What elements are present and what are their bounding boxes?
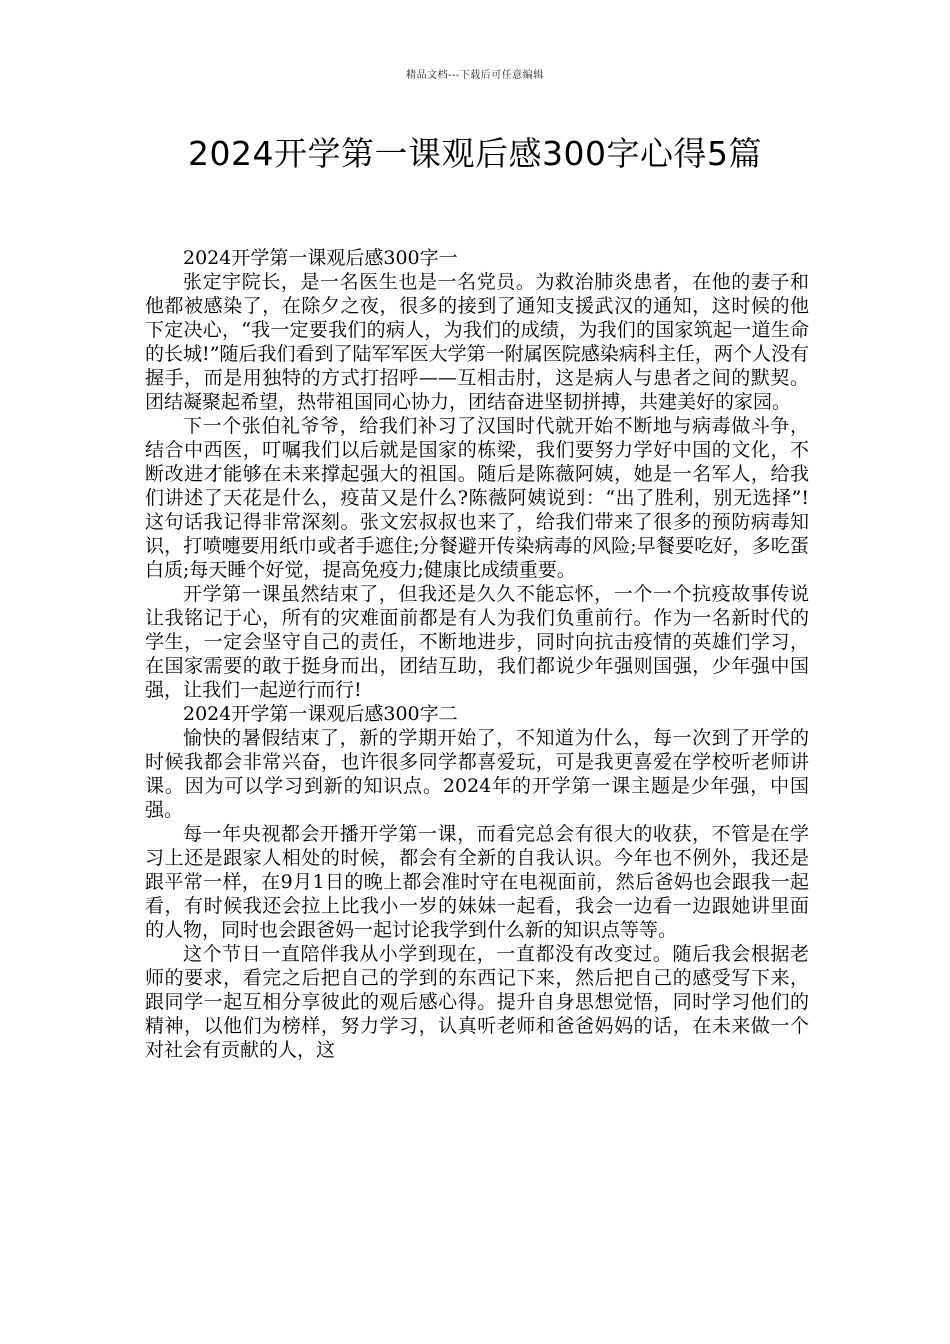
body-paragraph: 开学第一课虽然结束了，但我还是久久不能忘怀，一个一个抗疫故事传说让我铭记于心，所有的灾难面前都是有人为我们负重前行。作为一名新时代的学生，一定会坚守自己的责任，不断地进步，同时向抗击疫情的英雄们学习，在国家需要的敢于挺身而出，团结互助，我们都说少年强则国强，少年强中国强，让我们一起逆行而行! — [145, 583, 809, 701]
body-paragraph: 愉快的暑假结束了，新的学期开始了，不知道为什么，每一次到了开学的时候我都会非常兴奋，也许很多同学都喜爱玩，可是我更喜爱在学校听老师讲课。因为可以学习到新的知识点。2024年的开学第一课主题是少年强，中国强。 — [145, 727, 809, 821]
section-heading-2: 2024开学第一课观后感300字二 — [183, 703, 458, 725]
document-title: 2024开学第一课观后感300字心得5篇 — [188, 134, 762, 173]
section-heading-1: 2024开学第一课观后感300字一 — [183, 247, 458, 269]
body-paragraph: 这个节日一直陪伴我从小学到现在，一直都没有改变过。随后我会根据老师的要求，看完之后把自己的学到的东西记下来，然后把自己的感受写下来，跟同学一起互相分享彼此的观后感心得。提升自身思想觉悟，同时学习他们的精神，以他们为榜样，努力学习，认真听老师和爸爸妈妈的话，在未来做一个对社会有贡献的人，这 — [145, 943, 809, 1061]
body-paragraph: 下一个张伯礼爷爷，给我们补习了汉国时代就开始不断地与病毒做斗争，结合中西医，叮嘱我们以后就是国家的栋梁，我们要努力学好中国的文化，不断改进才能够在未来撑起强大的祖国。随后是陈薇阿姨，她是一名军人，给我们讲述了天花是什么，疫苗又是什么?陈薇阿姨说到：“出了胜利，别无选择”!这句话我记得非常深刻。张文宏叔叔也来了，给我们带来了很多的预防病毒知识，打喷嚏要用纸巾或者手遮住;分餐避开传染病毒的风险;早餐要吃好，多吃蛋白质;每天睡个好觉，提高免疫力;健康比成绩重要。 — [145, 415, 809, 581]
document-body — [145, 246, 809, 1062]
body-paragraph: 每一年央视都会开播开学第一课，而看完总会有很大的收获，不管是在学习上还是跟家人相处的时候，都会有全新的自我认识。今年也不例外，我还是跟平常一样，在9月1日的晚上都会准时守在电视面前，然后爸妈也会跟我一起看，有时候我还会拉上比我小一岁的妹妹一起看，我会一边看一边跟她讲里面的人物，同时也会跟爸妈一起讨论我学到什么新的知识点等等。 — [145, 823, 809, 941]
body-paragraph: 张定宇院长，是一名医生也是一名党员。为救治肺炎患者，在他的妻子和他都被感染了，在除夕之夜，很多的接到了通知支援武汉的通知，这时候的他下定决心，“我一定要我们的病人，为我们的成绩，为我们的国家筑起一道生命的长城!”随后我们看到了陆军军医大学第一附属医院感染病科主任，两个人没有握手，而是用独特的方式打招呼——互相击肘，这是病人与患者之间的默契。团结凝聚起希望，热带祖国同心协力，团结奋进坚韧拼搏，共建美好的家园。 — [145, 271, 809, 413]
page-header-note: 精品文档---下载后可任意编辑 — [406, 70, 544, 81]
